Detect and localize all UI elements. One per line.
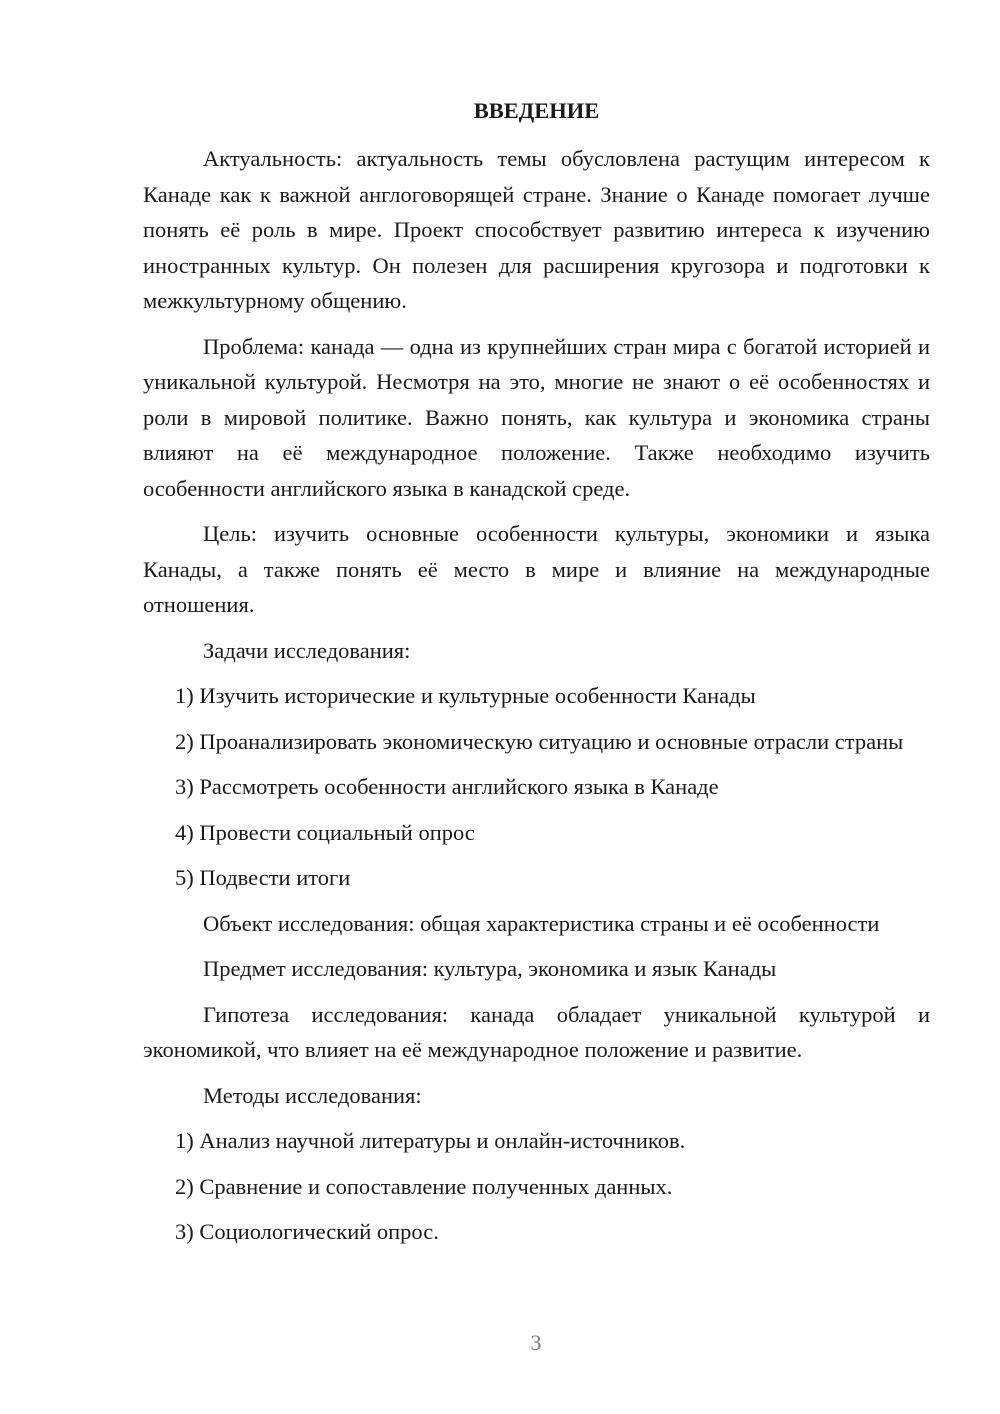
methods-heading: Методы исследования:: [203, 1082, 422, 1108]
subject-paragraph: Предмет исследования: культура, экономика и язык Канады: [203, 956, 777, 981]
method-item: 1) Анализ научной литературы и онлайн-источников.: [175, 1128, 686, 1153]
relevance-paragraph: Актуальность: актуальность темы обусловлена растущим интересом к Канаде как к важной англоговорящей стране. Знание о Канаде помогает лучше понять её роль в мире. Проект способствует развитию интереса к изучению иностранных культур. Он полезен для расширения кругозора и подготовки к межкультурному общению.: [143, 146, 930, 313]
page-title: ВВЕДЕНИЕ: [473, 98, 600, 123]
task-item: 5) Подвести итоги: [175, 865, 351, 890]
tasks-heading: Задачи исследования:: [203, 637, 411, 663]
page-content: [143, 93, 930, 1260]
task-item: 1) Изучить исторические и культурные особенности Канады: [175, 683, 756, 708]
goal-paragraph: Цель: изучить основные особенности культуры, экономики и языка Канады, а также понять её место в мире и влияние на международные отношения.: [143, 521, 930, 617]
task-item: 2) Проанализировать экономическую ситуацию и основные отрасли страны: [175, 728, 904, 754]
object-paragraph: Объект исследования: общая характеристика страны и её особенности: [203, 910, 880, 936]
method-item: 3) Социологический опрос.: [175, 1219, 439, 1244]
task-item: 3) Рассмотреть особенности английского языка в Канаде: [175, 774, 719, 799]
problem-paragraph: Проблема: канада — одна из крупнейших стран мира с богатой историей и уникальной культурой. Несмотря на это, многие не знают о её особенностях и роли в мировой политике. Важно понять, как культура и экономика страны влияют на её международное положение. Также необходимо изучить особенности английского языка в канадской среде.: [143, 333, 930, 501]
page-number: 3: [530, 1330, 542, 1355]
task-item: 4) Провести социальный опрос: [175, 819, 475, 845]
hypothesis-paragraph: Гипотеза исследования: канада обладает уникальной культурой и экономикой, что влияет на её международное положение и развитие.: [143, 1001, 930, 1062]
method-item: 2) Сравнение и сопоставление полученных данных.: [175, 1173, 673, 1199]
